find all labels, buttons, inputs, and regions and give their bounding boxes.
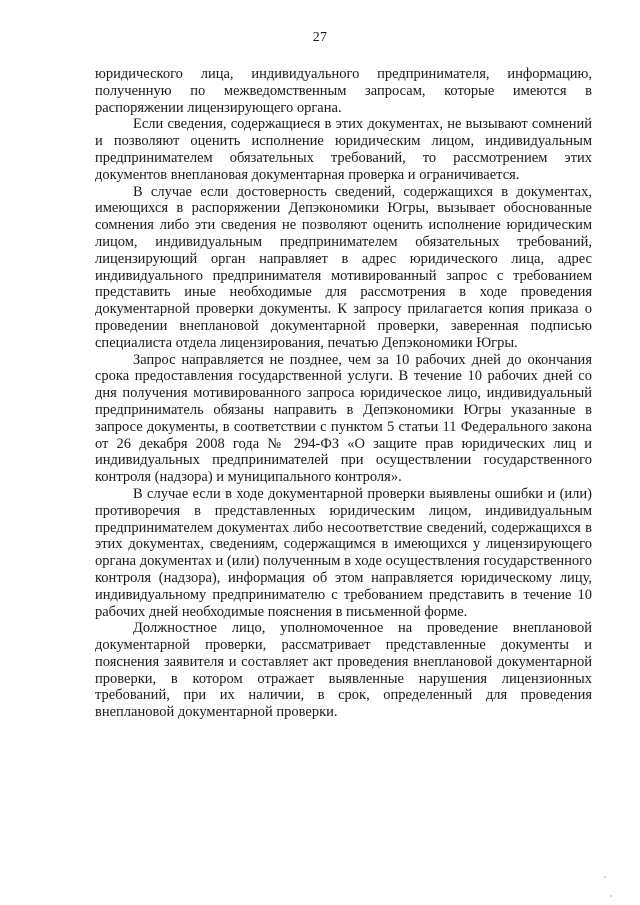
paragraph-official-act: Должностное лицо, уполномоченное на проведение внеплановой документарной проверки, рассматривает представленные документы и пояснения заявителя и составляет акт проведения внеплановой документарной проверки, в котором отражает выявленные нарушения лицензионных требований, при их наличии, в срок, определенный для проведения внеплановой документарной проверки. [95, 620, 592, 721]
paragraph-errors-contradictions: В случае если в ходе документарной проверки выявлены ошибки и (или) противоречия в представленных юридическим лицом, индивидуальным предпринимателем документах либо несоответствие сведений, содержащихся в этих документах, сведениям, содержащимся в имеющихся у лицензирующего органа документах и (или) полученным в ходе осуществления государственного контроля (надзора), информация об этом направляется юридическому лицу, индивидуальному предпринимателю с требованием представить в течение 10 рабочих дней необходимые пояснения в письменной форме. [95, 485, 592, 620]
paragraph-reasonable-doubts: В случае если достоверность сведений, содержащихся в документах, имеющихся в распоряжении Депэкономики Югры, вызывает обоснованные сомнения либо эти сведения не позволяют оценить исполнение юридическим лицом, индивидуальным предпринимателем обязательных требований, лицензирующий орган направляет в адрес юридического лица, адрес индивидуального предпринимателя мотивированный запрос с требованием представить иные необходимые для рассмотрения в ходе проведения документарной проверки документы. К запросу прилагается копия приказа о проведении внеплановой документарной проверки, заверенная подписью специалиста отдела лицензирования, печатью Депэкономики Югры. [95, 183, 592, 351]
paragraph-request-deadline: Запрос направляется не позднее, чем за 10 рабочих дней до окончания срока предоставления государственной услуги. В течение 10 рабочих дней со дня получения мотивированного запроса юридическое лицо, индивидуальный предприниматель обязаны направить в Депэкономики Югры указанные в запросе документы, в соответствии с пунктом 5 статьи 11 Федерального закона от 26 декабря 2008 года № 294-ФЗ «О защите прав юридических лиц и индивидуальных предпринимателей при осуществлении государственного контроля (надзора) и муниципального контроля». [95, 351, 592, 486]
paragraph-continuation: юридического лица, индивидуального предпринимателя, информацию, полученную по межведомственным запросам, которые имеются в распоряжении лицензирующего органа. [95, 66, 592, 116]
scan-speck [604, 876, 606, 878]
page-number: 27 [312, 30, 328, 45]
document-body [95, 66, 592, 721]
scan-speck [610, 895, 612, 897]
paragraph-no-doubts: Если сведения, содержащиеся в этих документах, не вызывают сомнений и позволяют оценить исполнение юридическим лицом, индивидуальным предпринимателем обязательных требований, то рассмотрением этих документов внеплановая документарная проверка и ограничивается. [95, 116, 592, 183]
